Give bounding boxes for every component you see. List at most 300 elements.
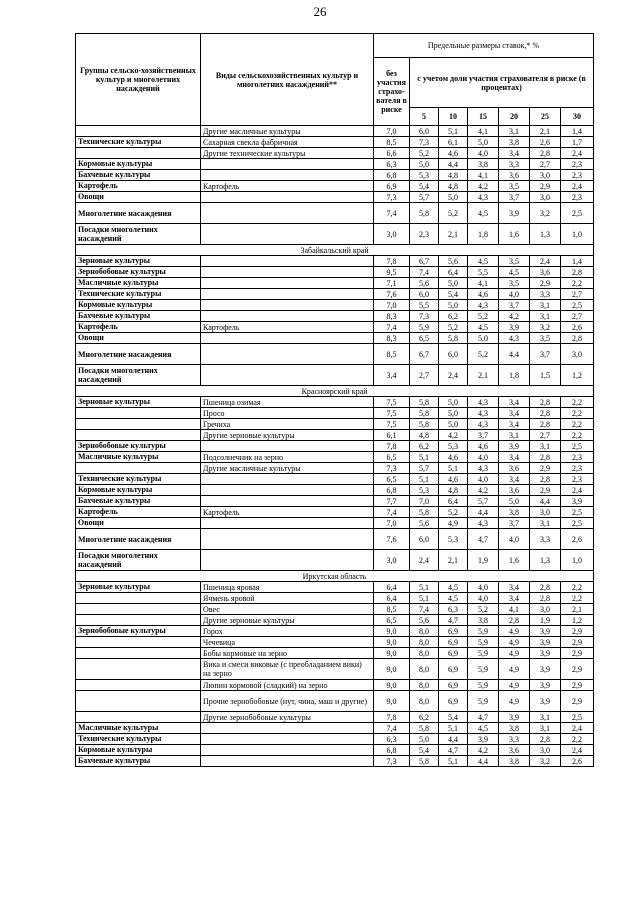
rate-with-share: 1,2 xyxy=(561,365,594,386)
rate-with-share: 7,4 xyxy=(410,267,439,278)
rate-with-share: 2,7 xyxy=(410,365,439,386)
rate-with-share: 3,8 xyxy=(499,756,530,767)
rate-without-share: 8,5 xyxy=(374,137,410,148)
crop-group: Многолетние насаждения xyxy=(76,529,201,550)
rate-with-share: 2,8 xyxy=(499,615,530,626)
crop-type xyxy=(201,550,374,571)
rate-with-share: 5,0 xyxy=(499,496,530,507)
crop-type xyxy=(201,745,374,756)
rate-with-share: 2,4 xyxy=(561,485,594,496)
crop-type xyxy=(201,159,374,170)
rate-with-share: 4,3 xyxy=(468,408,499,419)
rate-with-share: 5,9 xyxy=(468,648,499,659)
rate-with-share: 3,1 xyxy=(530,518,561,529)
table-row xyxy=(76,278,594,289)
rate-with-share: 4,5 xyxy=(439,582,468,593)
rate-with-share: 6,9 xyxy=(439,691,468,712)
crop-group: Посадки многолетних насаждений xyxy=(76,365,201,386)
region-title: Забайкальский край xyxy=(76,245,594,256)
rate-with-share: 4,1 xyxy=(499,604,530,615)
rate-without-share: 6,8 xyxy=(374,170,410,181)
rate-without-share: 7,4 xyxy=(374,507,410,518)
table-row xyxy=(76,289,594,300)
rate-with-share: 1,3 xyxy=(530,550,561,571)
rate-with-share: 4,4 xyxy=(530,496,561,507)
rate-with-share: 7,4 xyxy=(410,604,439,615)
rate-with-share: 2,8 xyxy=(530,148,561,159)
crop-type: Вика и смеси виковые (с преобладанием вики) на зерно xyxy=(201,659,374,680)
rate-with-share: 4,9 xyxy=(499,637,530,648)
rate-with-share: 5,1 xyxy=(439,463,468,474)
rate-with-share: 2,8 xyxy=(530,397,561,408)
rate-without-share: 7,3 xyxy=(374,756,410,767)
rate-with-share: 8,0 xyxy=(410,626,439,637)
rate-with-share: 5,7 xyxy=(410,192,439,203)
rate-with-share: 7,0 xyxy=(410,496,439,507)
rate-without-share: 6,3 xyxy=(374,734,410,745)
crop-type xyxy=(201,756,374,767)
crop-type xyxy=(201,300,374,311)
crop-type: Сахарная свекла фабричная xyxy=(201,137,374,148)
rate-with-share: 3,3 xyxy=(530,529,561,550)
rate-with-share: 3,9 xyxy=(561,496,594,507)
rate-with-share: 4,2 xyxy=(468,485,499,496)
table-row xyxy=(76,626,594,637)
rate-with-share: 4,5 xyxy=(468,322,499,333)
rate-without-share: 6,8 xyxy=(374,745,410,756)
rate-with-share: 4,6 xyxy=(468,289,499,300)
header-share-col: 25 xyxy=(530,108,561,126)
crop-type xyxy=(201,192,374,203)
table-row xyxy=(76,344,594,365)
rate-with-share: 6,2 xyxy=(439,311,468,322)
rate-with-share: 6,2 xyxy=(410,441,439,452)
rate-with-share: 4,4 xyxy=(439,734,468,745)
rate-with-share: 3,6 xyxy=(499,170,530,181)
rate-with-share: 2,5 xyxy=(561,712,594,723)
rate-with-share: 4,0 xyxy=(499,529,530,550)
rate-with-share: 3,6 xyxy=(530,267,561,278)
header-type: Виды сельскохозяйственных культур и многолетних насаждений** xyxy=(201,34,374,126)
rate-with-share: 5,0 xyxy=(468,137,499,148)
table-row xyxy=(76,452,594,463)
region-row xyxy=(76,571,594,582)
rate-with-share: 5,1 xyxy=(410,452,439,463)
rate-with-share: 2,4 xyxy=(410,550,439,571)
rate-with-share: 3,0 xyxy=(530,507,561,518)
rate-with-share: 3,4 xyxy=(499,148,530,159)
rate-without-share: 3,0 xyxy=(374,224,410,245)
table-row xyxy=(76,485,594,496)
rate-with-share: 5,4 xyxy=(410,745,439,756)
table-row xyxy=(76,203,594,224)
header-limits: Предельные размеры ставок,* % xyxy=(374,34,594,58)
crop-group: Масличные культуры xyxy=(76,723,201,734)
crop-group: Технические культуры xyxy=(76,137,201,148)
rate-with-share: 7,3 xyxy=(410,311,439,322)
header-share-col: 5 xyxy=(410,108,439,126)
crop-group xyxy=(76,148,201,159)
rate-with-share: 5,1 xyxy=(439,756,468,767)
rate-without-share: 6,5 xyxy=(374,452,410,463)
rate-with-share: 1,9 xyxy=(530,615,561,626)
rate-with-share: 2,2 xyxy=(561,408,594,419)
rate-without-share: 7,8 xyxy=(374,712,410,723)
table-row xyxy=(76,756,594,767)
rate-with-share: 5,2 xyxy=(468,604,499,615)
rate-with-share: 3,9 xyxy=(468,734,499,745)
rate-with-share: 5,1 xyxy=(410,593,439,604)
rate-with-share: 4,4 xyxy=(468,756,499,767)
rate-without-share: 7,5 xyxy=(374,419,410,430)
rate-with-share: 4,6 xyxy=(439,452,468,463)
rate-with-share: 2,3 xyxy=(561,192,594,203)
rate-with-share: 6,7 xyxy=(410,256,439,267)
crop-group xyxy=(76,659,201,680)
table-row xyxy=(76,397,594,408)
rate-with-share: 4,4 xyxy=(468,507,499,518)
rate-with-share: 3,9 xyxy=(499,322,530,333)
rate-with-share: 2,4 xyxy=(561,745,594,756)
rate-with-share: 3,7 xyxy=(499,300,530,311)
crop-type xyxy=(201,170,374,181)
rate-with-share: 5,0 xyxy=(439,278,468,289)
rate-with-share: 2,8 xyxy=(530,474,561,485)
crop-group xyxy=(76,126,201,137)
rate-with-share: 2,3 xyxy=(561,474,594,485)
rate-with-share: 2,8 xyxy=(530,582,561,593)
rate-with-share: 4,9 xyxy=(499,680,530,691)
rate-with-share: 2,9 xyxy=(530,181,561,192)
rate-with-share: 3,5 xyxy=(499,256,530,267)
crop-group: Овощи xyxy=(76,333,201,344)
rate-with-share: 2,6 xyxy=(561,529,594,550)
rate-with-share: 2,4 xyxy=(439,365,468,386)
crop-group xyxy=(76,648,201,659)
rate-with-share: 4,9 xyxy=(499,626,530,637)
rate-with-share: 3,1 xyxy=(499,430,530,441)
rate-with-share: 6,9 xyxy=(439,680,468,691)
rate-with-share: 4,6 xyxy=(439,148,468,159)
rate-with-share: 8,0 xyxy=(410,691,439,712)
rate-with-share: 2,9 xyxy=(561,659,594,680)
crop-group xyxy=(76,408,201,419)
rate-with-share: 3,3 xyxy=(530,289,561,300)
crop-group: Масличные культуры xyxy=(76,452,201,463)
rate-with-share: 4,8 xyxy=(439,485,468,496)
rate-with-share: 2,8 xyxy=(530,593,561,604)
rate-with-share: 2,6 xyxy=(530,137,561,148)
crop-group: Кормовые культуры xyxy=(76,159,201,170)
rate-with-share: 1,8 xyxy=(468,224,499,245)
crop-type xyxy=(201,496,374,507)
table-row xyxy=(76,550,594,571)
region-title: Красноярский край xyxy=(76,386,594,397)
rate-without-share: 9,5 xyxy=(374,267,410,278)
rate-with-share: 3,0 xyxy=(530,604,561,615)
rate-with-share: 3,8 xyxy=(468,615,499,626)
rate-with-share: 6,9 xyxy=(439,637,468,648)
crop-type: Другие зерновые культуры xyxy=(201,615,374,626)
table-row xyxy=(76,126,594,137)
rate-with-share: 1,7 xyxy=(561,137,594,148)
rate-with-share: 2,4 xyxy=(561,723,594,734)
crop-type xyxy=(201,723,374,734)
rate-with-share: 4,9 xyxy=(499,691,530,712)
rate-with-share: 4,0 xyxy=(468,582,499,593)
crop-type xyxy=(201,267,374,278)
rate-with-share: 3,5 xyxy=(499,181,530,192)
rate-with-share: 1,8 xyxy=(499,365,530,386)
table-row xyxy=(76,181,594,192)
crop-group: Картофель xyxy=(76,181,201,192)
rate-with-share: 2,3 xyxy=(561,463,594,474)
crop-group: Технические культуры xyxy=(76,289,201,300)
rate-with-share: 6,3 xyxy=(439,604,468,615)
header-share-col: 20 xyxy=(499,108,530,126)
crop-type xyxy=(201,278,374,289)
rate-with-share: 4,9 xyxy=(499,648,530,659)
rate-with-share: 5,7 xyxy=(468,496,499,507)
crop-group: Зерновые культуры xyxy=(76,397,201,408)
rate-with-share: 3,7 xyxy=(530,344,561,365)
rate-with-share: 3,2 xyxy=(530,203,561,224)
rate-with-share: 2,3 xyxy=(561,170,594,181)
rate-with-share: 3,8 xyxy=(499,723,530,734)
rate-with-share: 3,9 xyxy=(499,203,530,224)
rate-with-share: 4,6 xyxy=(468,441,499,452)
rate-without-share: 7,7 xyxy=(374,496,410,507)
rate-with-share: 5,2 xyxy=(410,148,439,159)
crop-group: Технические культуры xyxy=(76,734,201,745)
table-row xyxy=(76,430,594,441)
crop-group xyxy=(76,593,201,604)
rate-without-share: 6,1 xyxy=(374,430,410,441)
crop-group xyxy=(76,637,201,648)
crop-type xyxy=(201,203,374,224)
rate-with-share: 2,2 xyxy=(561,430,594,441)
crop-type xyxy=(201,474,374,485)
crop-group: Картофель xyxy=(76,322,201,333)
rate-with-share: 5,1 xyxy=(439,126,468,137)
crop-group: Овощи xyxy=(76,192,201,203)
crop-type xyxy=(201,734,374,745)
rate-without-share: 8,3 xyxy=(374,311,410,322)
table-row xyxy=(76,507,594,518)
rate-with-share: 1,4 xyxy=(561,126,594,137)
crop-type: Подсолнечник на зерно xyxy=(201,452,374,463)
rate-without-share: 9,0 xyxy=(374,659,410,680)
crop-type: Прочие зернобобовые (нут, чина, маш и другие) xyxy=(201,691,374,712)
rate-with-share: 3,1 xyxy=(499,126,530,137)
table-row xyxy=(76,311,594,322)
rate-with-share: 5,3 xyxy=(410,485,439,496)
rate-with-share: 2,8 xyxy=(530,408,561,419)
rate-with-share: 2,2 xyxy=(561,397,594,408)
rate-with-share: 4,5 xyxy=(439,593,468,604)
rate-with-share: 4,8 xyxy=(439,170,468,181)
crop-type: Пшеница озимая xyxy=(201,397,374,408)
crop-type: Просо xyxy=(201,408,374,419)
table-row xyxy=(76,518,594,529)
rate-with-share: 5,3 xyxy=(439,441,468,452)
region-row xyxy=(76,245,594,256)
rate-with-share: 2,9 xyxy=(530,278,561,289)
rate-with-share: 3,1 xyxy=(530,712,561,723)
rate-without-share: 9,0 xyxy=(374,691,410,712)
rate-with-share: 3,9 xyxy=(499,712,530,723)
rate-without-share: 6,5 xyxy=(374,474,410,485)
crop-group: Зернобобовые культуры xyxy=(76,267,201,278)
table-row xyxy=(76,224,594,245)
rate-with-share: 3,2 xyxy=(530,322,561,333)
crop-group xyxy=(76,430,201,441)
rate-with-share: 3,9 xyxy=(530,691,561,712)
table-row xyxy=(76,408,594,419)
rate-with-share: 5,0 xyxy=(439,397,468,408)
crop-type: Картофель xyxy=(201,507,374,518)
rate-with-share: 2,6 xyxy=(561,322,594,333)
rate-with-share: 2,7 xyxy=(530,430,561,441)
rate-with-share: 3,9 xyxy=(530,648,561,659)
table-row xyxy=(76,582,594,593)
rate-with-share: 4,9 xyxy=(439,518,468,529)
rate-with-share: 1,0 xyxy=(561,550,594,571)
rate-with-share: 2,8 xyxy=(530,452,561,463)
rate-with-share: 1,6 xyxy=(499,224,530,245)
crop-group: Кормовые культуры xyxy=(76,485,201,496)
rate-with-share: 5,8 xyxy=(410,507,439,518)
rate-with-share: 3,1 xyxy=(530,723,561,734)
rate-with-share: 2,5 xyxy=(561,518,594,529)
rate-with-share: 2,1 xyxy=(439,550,468,571)
table-row xyxy=(76,365,594,386)
crop-type xyxy=(201,441,374,452)
rate-with-share: 5,9 xyxy=(468,626,499,637)
rate-with-share: 6,5 xyxy=(410,333,439,344)
rate-without-share: 7,3 xyxy=(374,192,410,203)
insurance-rates-table xyxy=(75,33,594,767)
rate-with-share: 3,8 xyxy=(499,507,530,518)
rate-with-share: 3,7 xyxy=(468,430,499,441)
rate-with-share: 4,7 xyxy=(439,615,468,626)
rate-without-share: 6,5 xyxy=(374,615,410,626)
rate-with-share: 2,9 xyxy=(561,626,594,637)
crop-group: Многолетние насаждения xyxy=(76,203,201,224)
crop-group: Бахчевые культуры xyxy=(76,170,201,181)
rate-with-share: 3,7 xyxy=(499,192,530,203)
rate-with-share: 4,5 xyxy=(468,723,499,734)
rate-with-share: 6,0 xyxy=(410,126,439,137)
crop-type: Картофель xyxy=(201,181,374,192)
rate-without-share: 8,5 xyxy=(374,604,410,615)
rate-with-share: 5,8 xyxy=(410,397,439,408)
rate-with-share: 2,8 xyxy=(561,267,594,278)
rate-with-share: 4,0 xyxy=(468,148,499,159)
rate-with-share: 4,0 xyxy=(468,452,499,463)
rate-without-share: 9,0 xyxy=(374,626,410,637)
rate-with-share: 2,7 xyxy=(561,311,594,322)
rate-with-share: 6,1 xyxy=(439,137,468,148)
rate-with-share: 3,4 xyxy=(499,408,530,419)
rate-with-share: 3,6 xyxy=(499,463,530,474)
crop-type xyxy=(201,485,374,496)
rate-with-share: 1,4 xyxy=(561,256,594,267)
rate-with-share: 5,8 xyxy=(410,756,439,767)
rate-with-share: 6,7 xyxy=(410,344,439,365)
crop-type: Гречиха xyxy=(201,419,374,430)
rate-with-share: 6,4 xyxy=(439,496,468,507)
rate-with-share: 6,0 xyxy=(410,289,439,300)
crop-group: Кормовые культуры xyxy=(76,745,201,756)
header-without: без участия страхо-вателя в риске xyxy=(374,58,410,126)
rate-with-share: 2,5 xyxy=(561,507,594,518)
table-row xyxy=(76,723,594,734)
rate-with-share: 2,3 xyxy=(410,224,439,245)
rate-with-share: 2,9 xyxy=(561,648,594,659)
table-row xyxy=(76,637,594,648)
rate-with-share: 5,4 xyxy=(439,712,468,723)
crop-type: Другие зерновые культуры xyxy=(201,430,374,441)
rate-with-share: 5,2 xyxy=(439,507,468,518)
table-row xyxy=(76,267,594,278)
rate-with-share: 3,9 xyxy=(530,626,561,637)
rate-with-share: 8,0 xyxy=(410,637,439,648)
rate-without-share: 7,0 xyxy=(374,126,410,137)
table-row xyxy=(76,170,594,181)
rate-with-share: 1,9 xyxy=(468,550,499,571)
rate-with-share: 3,3 xyxy=(499,159,530,170)
rate-with-share: 6,9 xyxy=(439,648,468,659)
crop-group: Бахчевые культуры xyxy=(76,756,201,767)
rate-with-share: 5,8 xyxy=(410,408,439,419)
table-row xyxy=(76,474,594,485)
rate-with-share: 4,3 xyxy=(468,192,499,203)
rate-with-share: 8,0 xyxy=(410,648,439,659)
rate-without-share: 6,4 xyxy=(374,582,410,593)
table-row xyxy=(76,419,594,430)
rate-without-share: 6,3 xyxy=(374,159,410,170)
rate-with-share: 5,2 xyxy=(468,344,499,365)
rate-without-share: 6,9 xyxy=(374,181,410,192)
rate-without-share: 6,8 xyxy=(374,485,410,496)
rate-with-share: 1,6 xyxy=(499,550,530,571)
rate-with-share: 3,8 xyxy=(499,137,530,148)
rate-without-share: 7,6 xyxy=(374,529,410,550)
rate-without-share: 7,8 xyxy=(374,256,410,267)
table-row xyxy=(76,441,594,452)
table-row xyxy=(76,615,594,626)
rate-with-share: 2,1 xyxy=(561,604,594,615)
rate-with-share: 4,0 xyxy=(468,474,499,485)
rate-with-share: 4,3 xyxy=(468,463,499,474)
rate-with-share: 5,1 xyxy=(410,474,439,485)
rate-with-share: 5,6 xyxy=(410,518,439,529)
rate-with-share: 4,8 xyxy=(439,181,468,192)
rate-with-share: 4,5 xyxy=(468,203,499,224)
rate-with-share: 6,9 xyxy=(439,659,468,680)
rate-with-share: 1,2 xyxy=(561,615,594,626)
rate-without-share: 7,0 xyxy=(374,518,410,529)
crop-type: Другие масличные культуры xyxy=(201,463,374,474)
rate-without-share: 6,6 xyxy=(374,148,410,159)
rate-without-share: 7,5 xyxy=(374,408,410,419)
rate-without-share: 3,0 xyxy=(374,550,410,571)
rate-with-share: 5,9 xyxy=(468,691,499,712)
crop-type xyxy=(201,529,374,550)
crop-group xyxy=(76,680,201,691)
table-row xyxy=(76,192,594,203)
